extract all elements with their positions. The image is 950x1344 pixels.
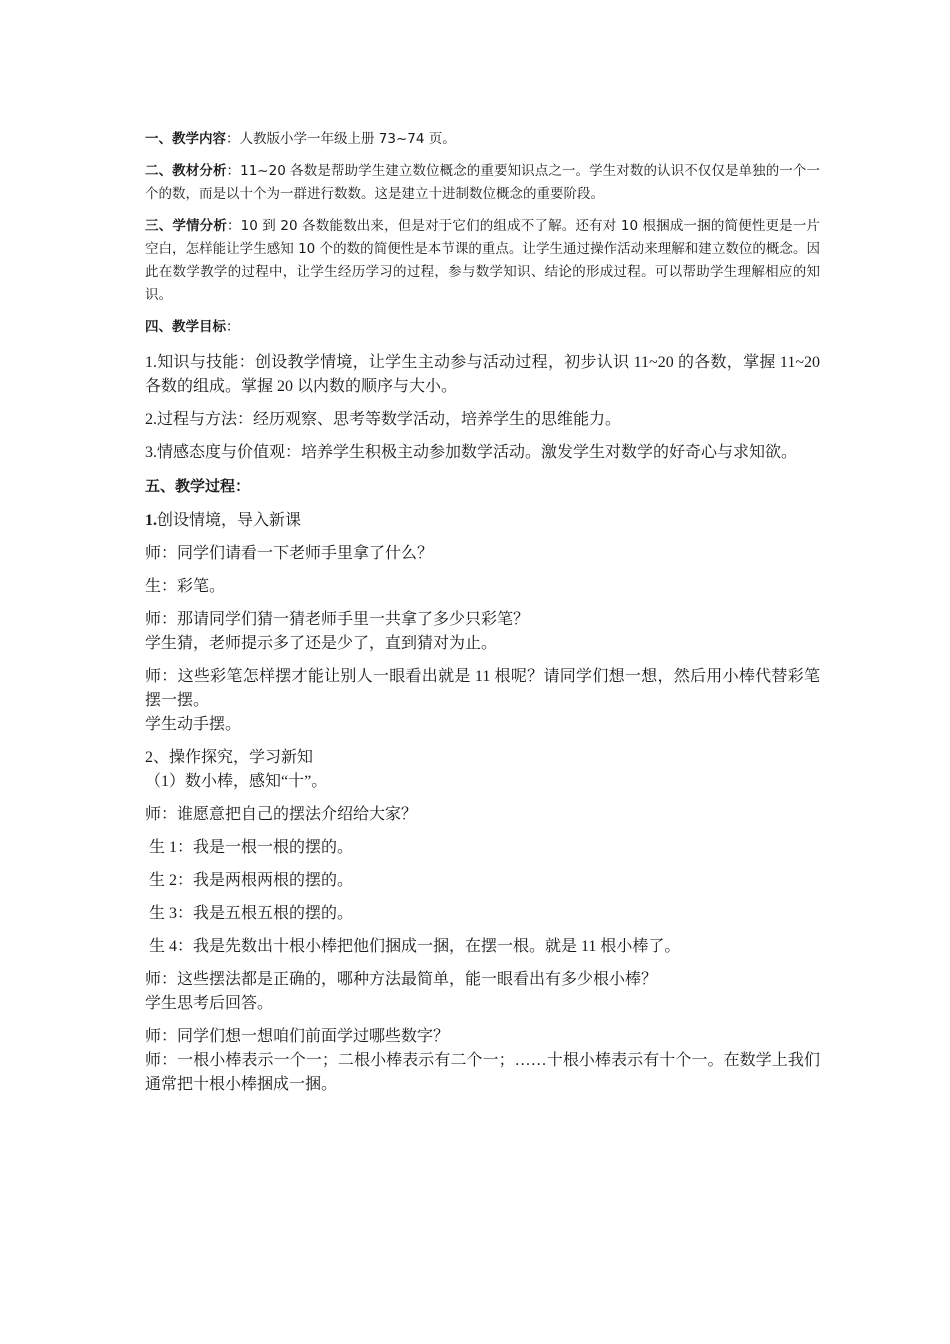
section-material-analysis xyxy=(145,160,820,206)
dialogue-line: 学生猜，老师提示多了还是少了，直到猜对为止。 xyxy=(145,635,498,652)
section-colon: ： xyxy=(226,319,240,335)
section-text: ：10 到 20 各数能数出来，但是对于它们的组成不了解。还有对 10 根捆成一捆的简便性更是一片空白，怎样能让学生感知 10 个的数的简便性是本节课的重点。让学生通过操作活动来理解和建立数位的概念。因此在数学教学的过程中，让学生经历学习的过程，参与数学知识、结论的形成过程。可以帮助学生理解相应的知识。 xyxy=(145,218,820,303)
step-1-heading xyxy=(145,509,820,533)
section-label: 三、学情分析 xyxy=(145,218,227,234)
section-label: 四、教学目标 xyxy=(145,319,226,335)
section-label: 二、教材分析 xyxy=(145,163,227,179)
step-number: 1. xyxy=(145,512,157,529)
step-title: 创设情境，导入新课 xyxy=(157,512,302,529)
step-2-heading: 2、操作探究，学习新知 xyxy=(145,749,314,766)
dialogue-line: 学生思考后回答。 xyxy=(145,995,274,1012)
dialogue-line: 师：谁愿意把自己的摆法介绍给大家？ xyxy=(145,806,418,823)
section-student-analysis xyxy=(145,215,820,307)
dialogue-line: 生：彩笔。 xyxy=(145,578,226,595)
dialogue-line: 师：一根小棒表示一个一；二根小棒表示有二个一；……十根小棒表示有十个一。在数学上我们通常把十根小棒捆成一捆。 xyxy=(145,1052,820,1093)
dialogue-line: 师：那请同学们猜一猜老师手里一共拿了多少只彩笔？ xyxy=(145,611,530,628)
dialogue-line: 师：这些彩笔怎样摆才能让别人一眼看出就是 11 根呢？请同学们想一想，然后用小棒代替彩笔摆一摆。 xyxy=(145,668,820,709)
dialogue-line: 学生动手摆。 xyxy=(145,716,242,733)
dialogue-line: 师：同学们请看一下老师手里拿了什么？ xyxy=(145,545,434,562)
dialogue-line: 生 3：我是五根五根的摆的。 xyxy=(149,905,354,922)
goal-knowledge: 1.知识与技能：创设教学情境，让学生主动参与活动过程，初步认识 11~20 的各数，掌握 11~20 各数的组成。掌握 20 以内数的顺序与大小。 xyxy=(145,354,820,395)
goal-process: 2.过程与方法：经历观察、思考等数学活动，培养学生的思维能力。 xyxy=(145,411,622,428)
section-text: ：11~20 各数是帮助学生建立数位概念的重要知识点之一。学生对数的认识不仅仅是单独的一个一个的数，而是以十个为一群进行数数。这是建立十进制数位概念的重要阶段。 xyxy=(145,163,820,202)
section-label: 一、教学内容 xyxy=(145,131,226,147)
dialogue-line: 生 2：我是两根两根的摆的。 xyxy=(149,872,354,889)
section-teaching-goals-heading xyxy=(145,316,820,339)
section-teaching-process-heading xyxy=(145,474,820,499)
section-teaching-content xyxy=(145,128,820,151)
sub-step-heading: （1）数小棒，感知“十”。 xyxy=(145,773,328,790)
dialogue-line: 生 1：我是一根一根的摆的。 xyxy=(149,839,354,856)
document-body xyxy=(145,128,820,1106)
section-label: 五、教学过程： xyxy=(145,477,251,495)
dialogue-line: 师：这些摆法都是正确的，哪种方法最简单，能一眼看出有多少根小棒？ xyxy=(145,971,658,988)
dialogue-line: 生 4：我是先数出十根小棒把他们捆成一捆，在摆一根。就是 11 根小棒了。 xyxy=(149,938,681,955)
dialogue-line: 师：同学们想一想咱们前面学过哪些数字？ xyxy=(145,1028,450,1045)
section-text: ：人教版小学一年级上册 73~74 页。 xyxy=(226,131,456,147)
goal-emotion: 3.情感态度与价值观：培养学生积极主动参加数学活动。激发学生对数学的好奇心与求知欲。 xyxy=(145,444,798,461)
